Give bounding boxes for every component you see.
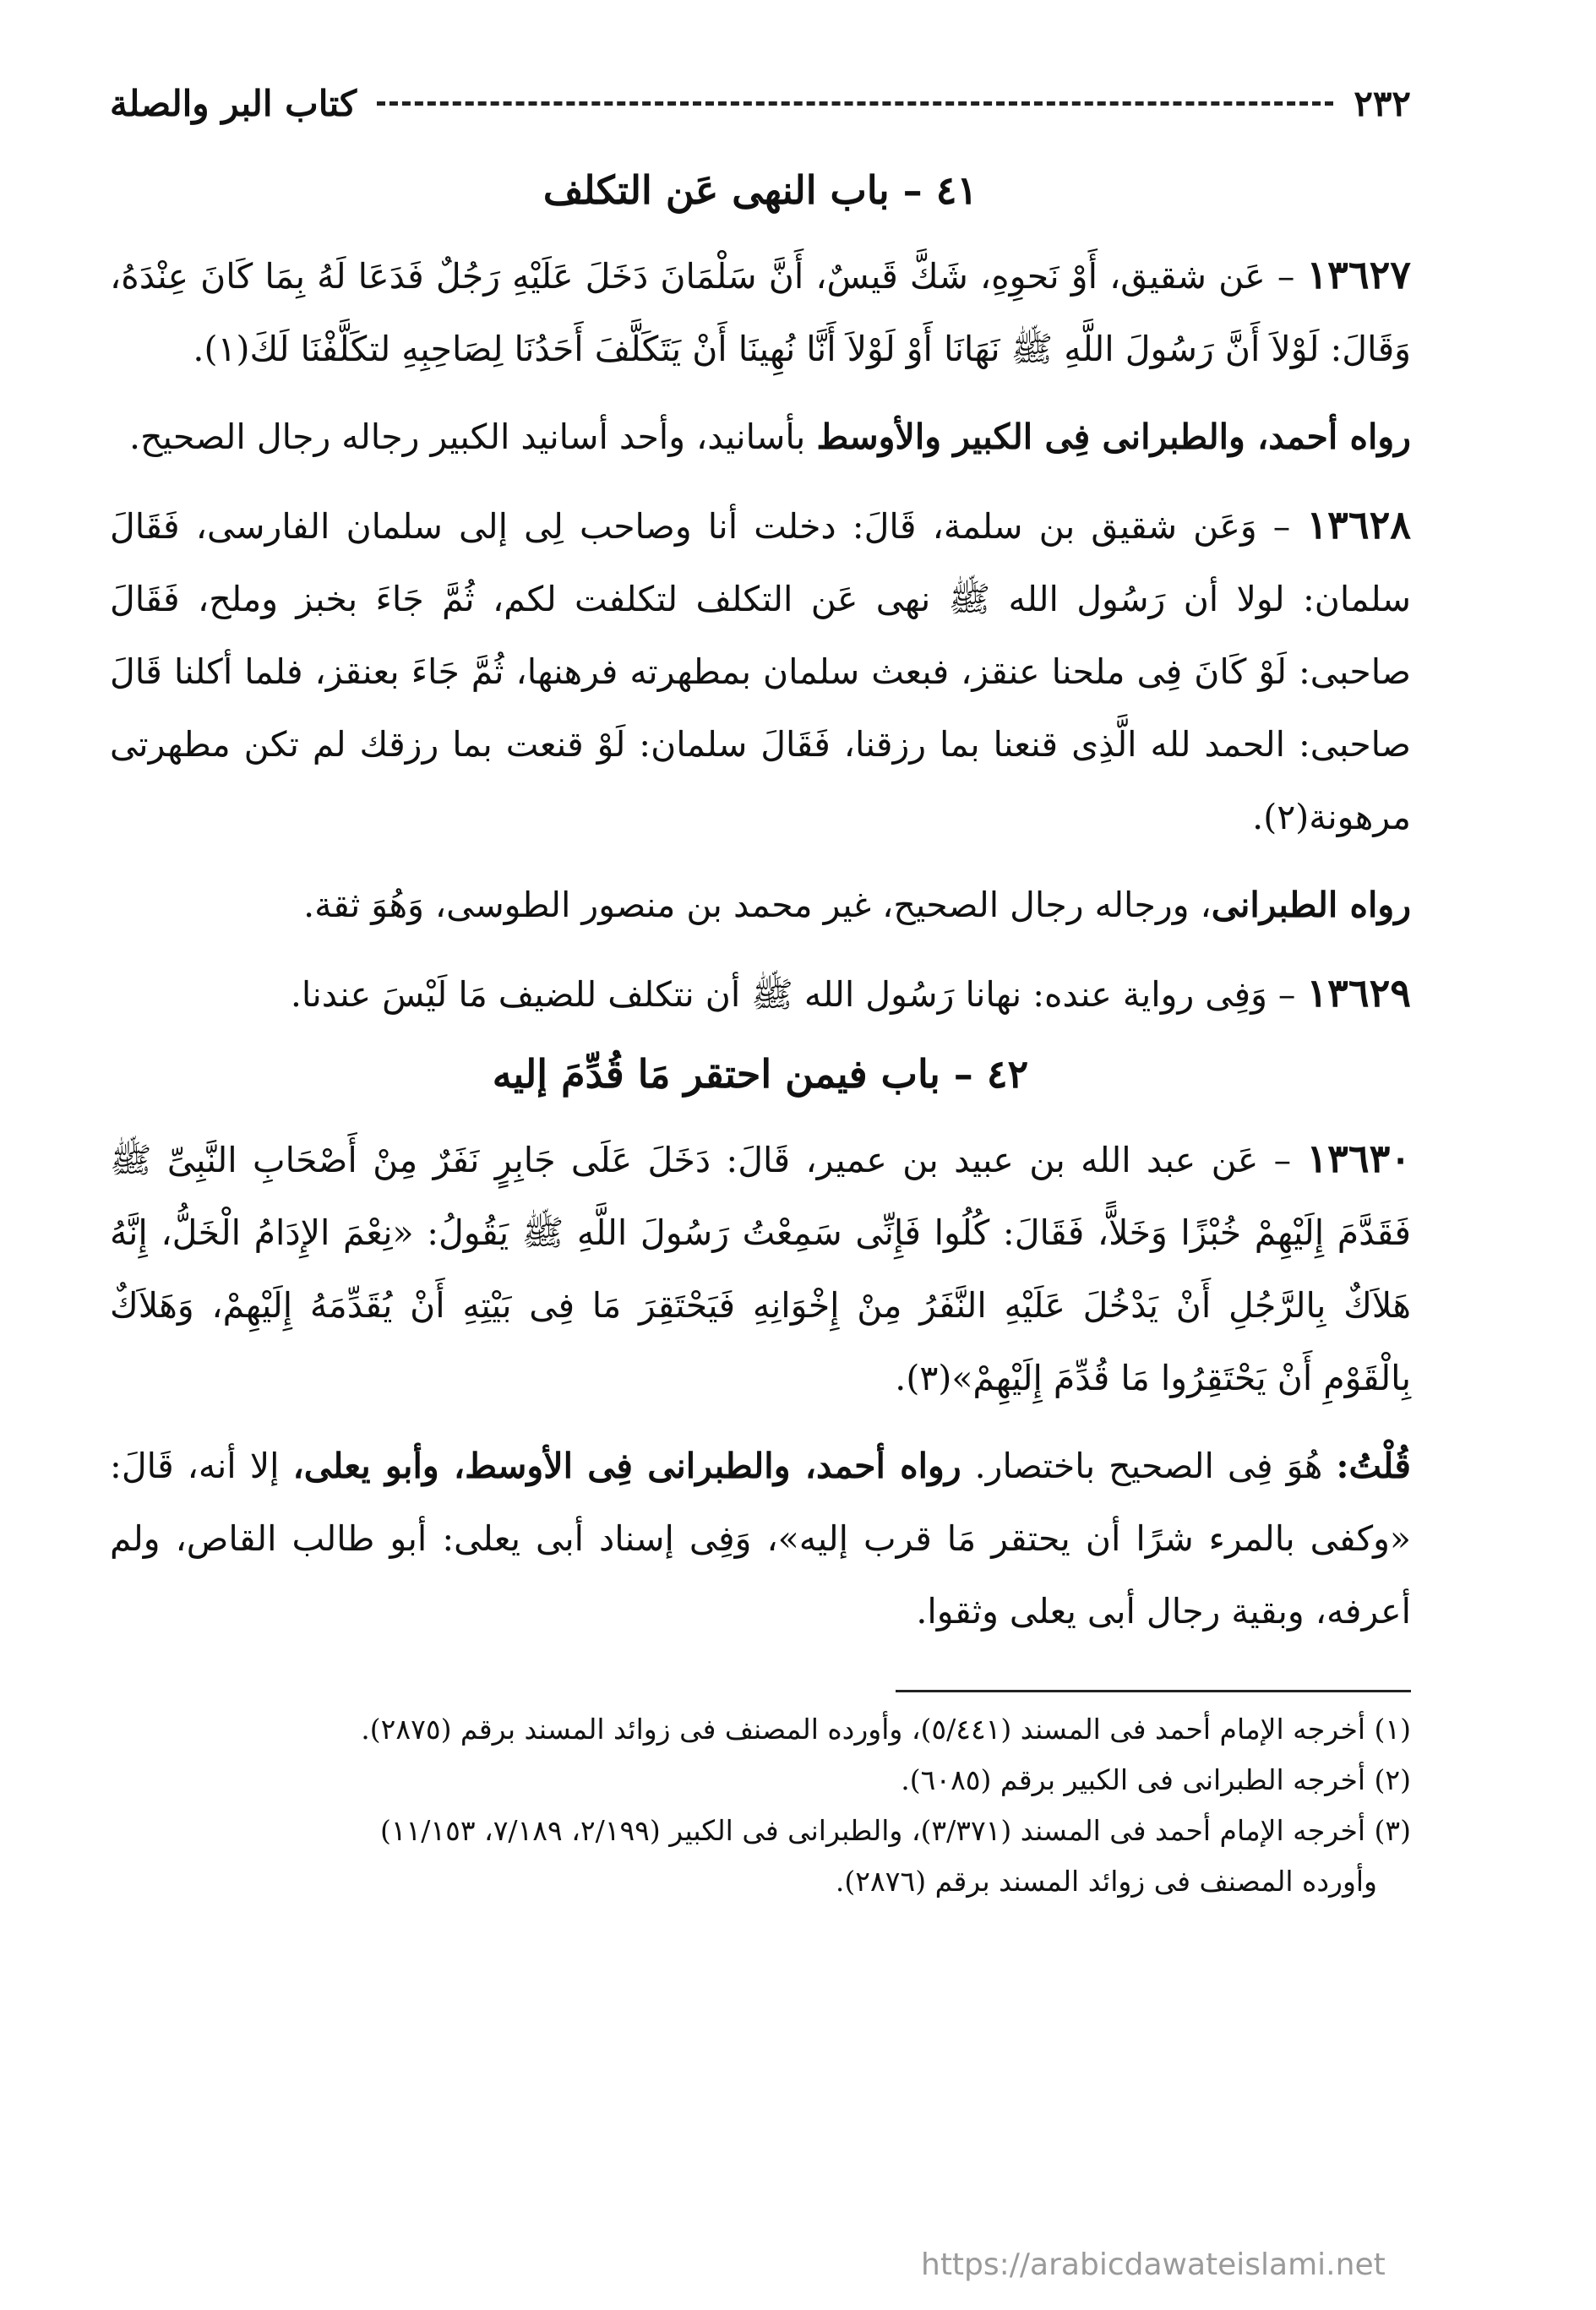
qult-sources: رواه أحمد، والطبرانى فِى الأوسط، وأبو يعلى، (292, 1445, 961, 1486)
hadith-13630 (110, 1122, 1411, 1414)
chapter-heading-42: ٤٢ – باب فيمن احتقر مَا قُدِّمَ إليه (492, 1050, 1029, 1097)
hadith-text: – وَعَن شقيق بن سلمة، قَالَ: دخلت أنا وصاحب لِى إلى سلمان الفارسى، فَقَالَ سلمان: لولا أن رَسُول الله ﷺ نهى عَن التكلف لتكلفت لكم، ثُمَّ جَاءَ بخبز وملح، فَقَالَ صاحبى: لَوْ كَانَ فِى ملحنا عنقز، فبعث سلمان بمطهرته فرهنها، ثُمَّ جَاءَ بعنقز، فلما أكلنا قَالَ صاحبى: الحمد لله الَّذِى قنعنا بما رزقنا، فَقَالَ سلمان: لَوْ قنعت بما رزقك لم تكن مطهرتى مرهونة(٢). (110, 505, 1411, 837)
qult-commentary (110, 1430, 1411, 1648)
book-page (110, 76, 1411, 1907)
grading-text: بأسانيد، وأحد أسانيد الكبير رجاله رجال الصحيح. (129, 416, 817, 457)
hadith-text: – عَن عبد الله بن عبيد بن عمير، قَالَ: دَخَلَ عَلَى جَابِرٍ نَفَرٌ مِنْ أَصْحَابِ النَّبِىِّ ﷺ فَقَدَّمَ إِلَيْهِمْ خُبْزًا وَخَلاًّ، فَقَالَ: كُلُوا فَإِنِّى سَمِعْتُ رَسُولَ اللَّهِ ﷺ يَقُولُ: «نِعْمَ الإِدَامُ الْخَلُّ، إِنَّهُ هَلاَكٌ بِالرَّجُلِ أَنْ يَدْخُلَ عَلَيْهِ النَّفَرُ مِنْ إِخْوَانِهِ فَيَحْتَقِرَ مَا فِى بَيْتِهِ أَنْ يُقَدِّمَهُ إِلَيْهِمْ، وَهَلاَكٌ بِالْقَوْمِ أَنْ يَحْتَقِرُوا مَا قُدِّمَ إِلَيْهِمْ»(٣). (110, 1139, 1411, 1398)
header-dashed-rule (377, 101, 1333, 106)
grading-text: ، ورجاله رجال الصحيح، غير محمد بن منصور الطوسى، وَهُوَ ثقة. (303, 884, 1212, 925)
chapter-heading-41: ٤١ – باب النهى عَن التكلف (542, 167, 978, 213)
hadith-text: – عَن شقيق، أَوْ نَحوِهِ، شَكَّ قَيسٌ، أَنَّ سَلْمَانَ دَخَلَ عَلَيْهِ رَجُلٌ فَدَعَا لَهُ بِمَا كَانَ عِنْدَهُ، وَقَالَ: لَوْلاَ أَنَّ رَسُولَ اللَّهِ ﷺ نَهَانَا أَوْ لَوْلاَ أَنَّا نُهِينَا أَنْ يَتَكَلَّفَ أَحَدُنَا لِصَاحِبِهِ لتكَلَّفْنَا لَكَ(١). (110, 255, 1411, 369)
qult-text-1: هُوَ فِى الصحيح باختصار. (961, 1445, 1337, 1486)
footnote-1: (١) أخرجه الإمام أحمد فى المسند (٥/٤٤١)، وأورده المصنف فى زوائد المسند برقم (٢٨٧٥). (361, 1712, 1411, 1746)
watermark-url: https://arabicdawateislami.net (921, 2247, 1386, 2282)
hadith-13628 (110, 488, 1411, 853)
hadith-text: – وَفِى رواية عنده: نهانا رَسُول الله ﷺ أن نتكلف للضيف مَا لَيْسَ عندنا. (290, 973, 1307, 1015)
footnote-2: (٢) أخرجه الطبرانى فى الكبير برقم (٦٠٨٥). (901, 1762, 1411, 1796)
grading-source: رواه أحمد، والطبرانى فِى الكبير والأوسط (816, 416, 1411, 457)
hadith-number: ١٣٦٢٨ (1306, 501, 1411, 548)
footnote-separator (896, 1690, 1411, 1692)
grading-source: رواه الطبرانى (1211, 884, 1411, 925)
hadith-13627 (110, 238, 1411, 385)
hadith-number: ١٣٦٣٠ (1306, 1135, 1411, 1181)
footnote-3: (٣) أخرجه الإمام أحمد فى المسند (٣/٣٧١)، والطبرانى فى الكبير (٢/١٩٩، ٧/١٨٩، ١١/١٥٣) (379, 1813, 1411, 1847)
grading-13628 (110, 869, 1411, 941)
page-number: ٢٣٢ (1354, 82, 1411, 124)
book-title: كتاب البر والصلة (110, 82, 357, 124)
footnote-3-continuation: وأورده المصنف فى زوائد المسند برقم (٢٨٧٦). (835, 1864, 1377, 1898)
hadith-number: ١٣٦٢٧ (1306, 251, 1411, 297)
running-header (110, 76, 1411, 130)
hadith-number: ١٣٦٢٩ (1306, 969, 1411, 1016)
qult-text-2: إلا أنه، قَالَ: «وكفى بالمرء شرًا أن يحتقر مَا قرب إليه»، وَفِى إسناد أبى يعلى: أبو طالب القاص، ولم أعرفه، وبقية رجال أبى يعلى وثقوا. (110, 1445, 1411, 1632)
qult-label: قُلْتُ: (1336, 1445, 1411, 1486)
grading-13627 (110, 400, 1411, 473)
hadith-13629 (110, 956, 1411, 1031)
